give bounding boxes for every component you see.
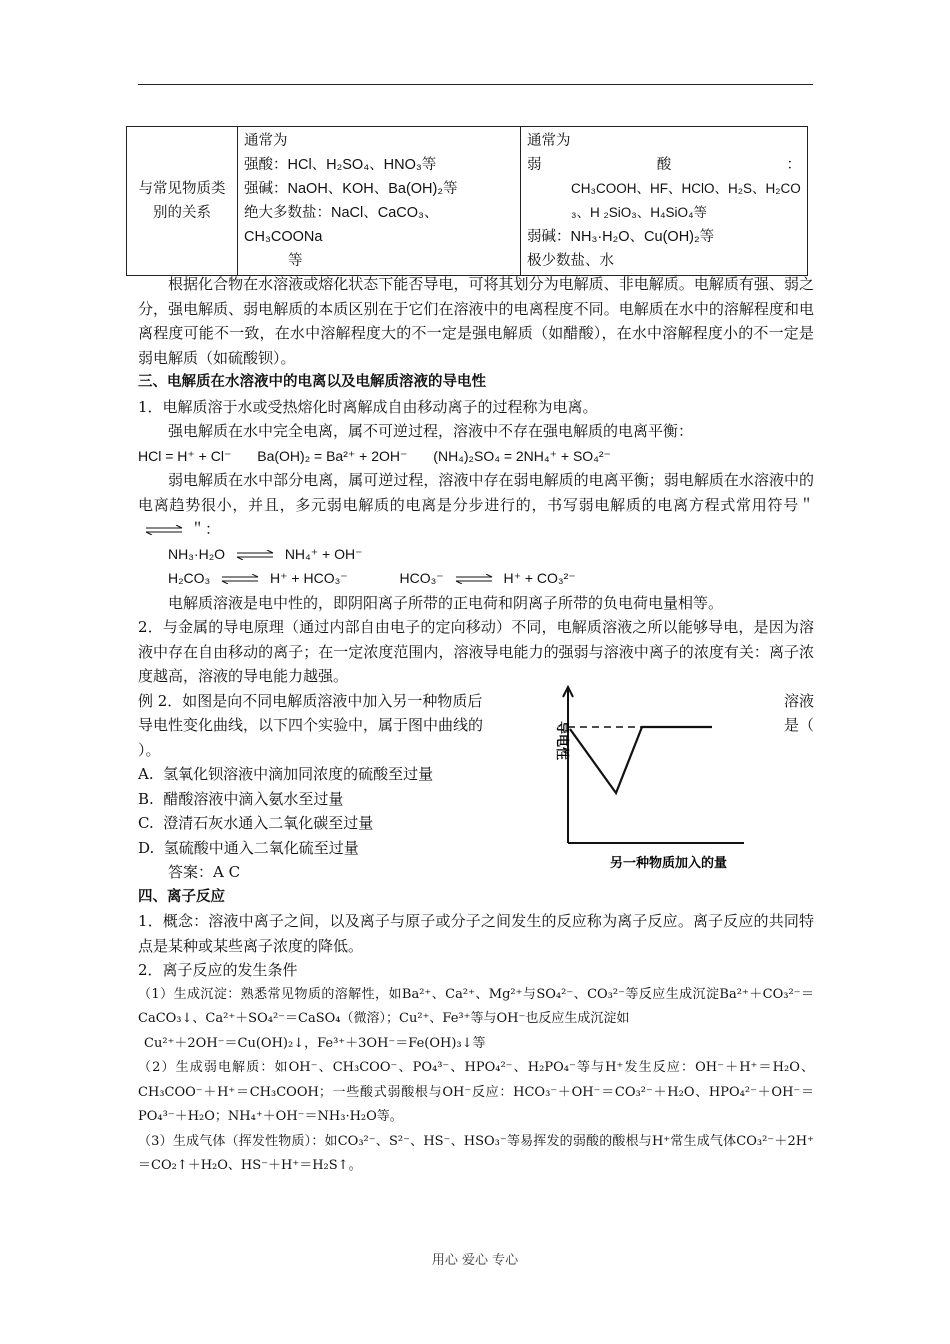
section4-p1: 1．概念：溶液中离子之间，以及离子与原子或分子之间发生的反应称为离子反应。离子反应的共同特点是某种或某些离子浓度的降低。 — [138, 912, 814, 955]
right-line1: 通常为 — [527, 133, 571, 149]
conductivity-curve-figure — [546, 683, 746, 875]
y-axis-label: 导电性 — [554, 720, 569, 760]
section3-p1: 1．电解质溶于水或受热熔化时离解成自由移动离子的过程称为电离。 — [138, 397, 598, 416]
equation-hcl: HCl = H⁺ + Cl⁻ — [138, 447, 232, 464]
main-content — [138, 272, 814, 1179]
section4-p3b: Cu²⁺＋2OH⁻＝Cu(OH)₂↓，Fe³⁺＋3OH⁻＝Fe(OH)₃↓等 — [144, 1035, 486, 1051]
option-a: A. 氢氧化钡溶液中滴加同浓度的硫酸至过量 — [138, 765, 434, 783]
left-line1: 通常为 — [244, 133, 288, 149]
equilibrium-arrow-icon — [220, 574, 260, 584]
weak-eq3-left: HCO₃⁻ — [399, 570, 444, 586]
conductivity-curve — [570, 727, 712, 793]
weak-eq2-left: H₂CO₃ — [168, 570, 211, 586]
example-2 — [138, 689, 814, 885]
right-line2 — [527, 153, 801, 177]
example-line3: ）。 — [138, 740, 161, 759]
row-label: 与常见物质类别的关系 — [138, 181, 226, 221]
right-line6: 极少数盐、水 — [527, 253, 614, 269]
section3-p3-text: 弱电解质在水中部分电离，属可逆过程，溶液中存在弱电解质的电离平衡；弱电解质在水溶液中的电离趋势很小，并且，多元弱电解质的电离是分步进行的，书写弱电解质的电离方程式常用符号＂ — [138, 471, 814, 514]
left-line4: 绝大多数盐：NaCl、CaCO₃、CH₃COONa — [244, 205, 439, 245]
weak-electrolyte-cell — [521, 127, 808, 276]
header-rule — [138, 84, 813, 85]
option-d: D. 氢硫酸中通入二氧化硫至过量 — [138, 838, 359, 857]
example-line2-end: 是（ — [783, 716, 814, 734]
equilibrium-arrow-icon — [144, 525, 184, 535]
section4-p5: （3）生成气体（挥发性物质）：如CO₃²⁻、S²⁻、HS⁻、HSO₃⁻等易挥发的弱酸的酸根与H⁺常生成气体CO₃²⁻＋2H⁺＝CO₂↑＋H₂O、HS⁻＋H⁺＝H₂S↑。 — [138, 1133, 814, 1173]
equilibrium-arrow-icon — [454, 574, 494, 584]
weak-eq3-right: H⁺ + CO₃²⁻ — [503, 570, 576, 586]
x-axis-label: 另一种物质加入的量 — [610, 855, 728, 871]
weak-equation-2 — [138, 566, 814, 591]
weak-eq1-left: NH₃·H₂O — [168, 545, 226, 562]
section3-p4: 电解质溶液是电中性的，即阴阳离子所带的正电荷和阴离子所带的负电荷电量相等。 — [168, 593, 724, 612]
right-line3: CH₃COOH、HF、HClO、H₂S、H₂CO — [571, 181, 801, 196]
section3-p2: 强电解质在水中完全电离，属不可逆过程，溶液中不存在强电解质的电离平衡： — [168, 422, 694, 440]
section4-p2: 2．离子反应的发生条件 — [138, 961, 298, 979]
left-line3: 强碱：NaOH、KOH、Ba(OH)₂等 — [244, 181, 458, 197]
electrolyte-table — [126, 126, 808, 276]
weak-eq1-right: NH₄⁺ + OH⁻ — [284, 545, 363, 562]
equation-nh4so4: (NH₄)₂SO₄ = 2NH₄⁺ + SO₄²⁻ — [433, 447, 611, 464]
row-label-cell — [127, 127, 238, 276]
section4-heading: 四、离子反应 — [138, 888, 225, 905]
example-line2-text: 导电性变化曲线，以下四个实验中，属于图中曲线的 — [138, 716, 484, 734]
left-line5: 等 — [288, 253, 303, 269]
example-line1-text: 例 2．如图是向不同电解质溶液中加入另一种物质后 — [138, 691, 483, 710]
section4-p4: （2）生成弱电解质：如OH⁻、CH₃COO⁻、PO₄³⁻、HPO₄²⁻、H₂PO₄⁻等与H⁺发生反应：OH⁻＋H⁺＝H₂O、CH₃COO⁻＋H⁺＝CH₃COOH；一些酸式弱酸根与OH⁻反应：HCO₃⁻＋OH⁻＝CO₃²⁻＋H₂O、HPO₄²⁻＋OH⁻＝PO₄³⁻＋H₂O；NH₄⁺＋OH⁻＝NH₃·H₂O等。 — [138, 1060, 814, 1124]
strong-electrolyte-cell — [238, 127, 521, 276]
section3-p3 — [138, 468, 814, 542]
equilibrium-arrow-icon — [235, 550, 275, 560]
answer: 答案：A C — [168, 863, 241, 881]
example-line1-end: 溶液 — [783, 691, 814, 710]
option-c: C. 澄清石灰水通入二氧化碳至过量 — [138, 814, 374, 832]
right-line2b: 酸 — [656, 157, 672, 173]
weak-equation-1 — [138, 542, 814, 567]
strong-equations — [138, 444, 814, 469]
option-b: B. 醋酸溶液中滴入氨水至过量 — [138, 789, 344, 808]
section3-p5: 2．与金属的导电原理（通过内部自由电子的定向移动）不同，电解质溶液之所以能够导电，是因为溶液中存在自由移动的离子；在一定浓度范围内，溶液导电能力的强弱与溶液中离子的浓度有关：离子浓度越高，溶液的导电能力越强。 — [138, 618, 814, 685]
right-line5: 弱碱：NH₃·H₂O、Cu(OH)₂等 — [527, 229, 715, 245]
section4-p3: （1）生成沉淀：熟悉常见物质的溶解性，如Ba²⁺、Ca²⁺、Mg²⁺与SO₄²⁻、CO₃²⁻等反应生成沉淀Ba²⁺＋CO₃²⁻＝CaCO₃↓、Ca²⁺＋SO₄²⁻＝CaSO₄（微溶）；Cu²⁺、Fe³⁺等与OH⁻也反应生成沉淀如 — [138, 986, 814, 1026]
weak-eq2-right: H⁺ + HCO₃⁻ — [270, 570, 348, 586]
left-line2: 强酸：HCl、H₂SO₄、HNO₃等 — [244, 157, 437, 173]
right-line2c: ： — [786, 157, 801, 173]
intro-paragraph: 根据化合物在水溶液或熔化状态下能否导电，可将其划分为电解质、非电解质。电解质有强、弱之分，强电解质、弱电解质的本质区别在于它们在溶液中的电离程度不同。电解质在水中的溶解程度和电离程度可能不一致，在水中溶解程度大的不一定是强电解质（如醋酸），在水中溶解程度小的不一定是弱电解质（如硫酸钡）。 — [138, 275, 814, 367]
page-footer: 用心 爱心 专心 — [431, 1253, 519, 1268]
right-line2a: 弱 — [527, 157, 542, 173]
section3-heading: 三、电解质在水溶液中的电离以及电解质溶液的导电性 — [138, 374, 486, 390]
equation-baoh2: Ba(OH)₂ = Ba²⁺ + 2OH⁻ — [257, 447, 408, 464]
right-line4: ₃、H ₂SiO₃、H₄SiO₄等 — [571, 205, 708, 220]
section3-p3-end: ＂： — [190, 520, 221, 538]
table-row — [127, 127, 808, 276]
